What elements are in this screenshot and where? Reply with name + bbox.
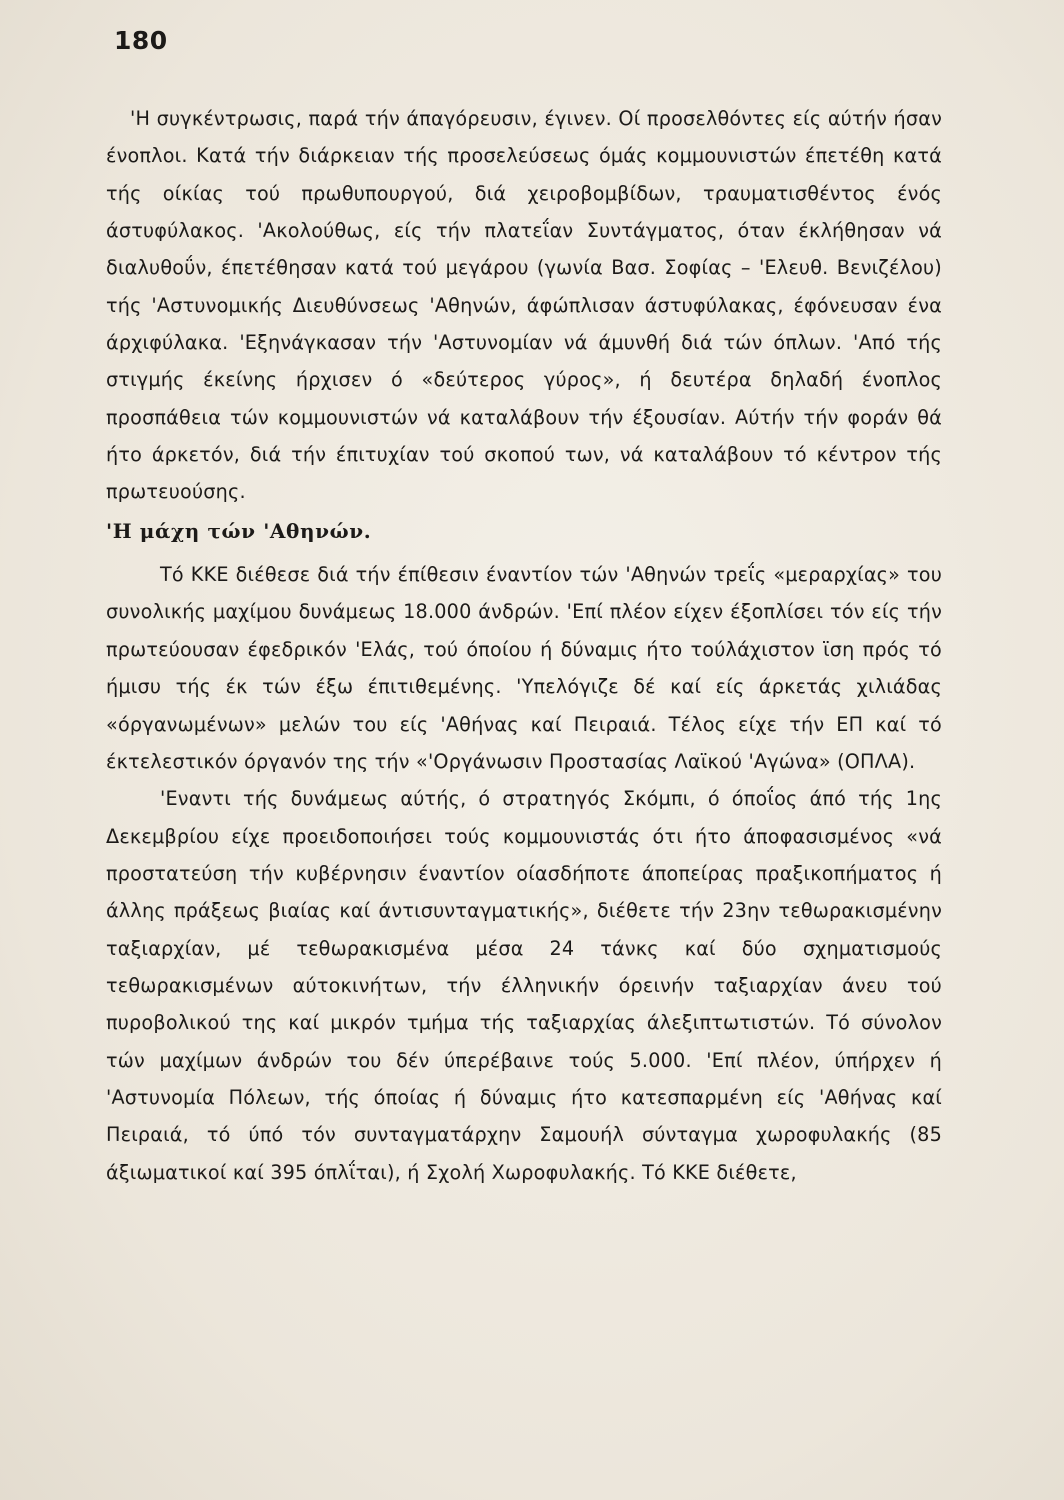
paragraph-scobie-forces: 'Εναντι τής δυνάμεως αύτής, ό στρατηγός Σκόμπι, ό όποΐος άπό τής 1ης Δεκεμβρίου είχε προειδοποιήσει τούς κομμουνιστάς ότι ήτο άποφασισμένος «νά προστατεύση τήν κυβέρνησιν έναντίον οίασδήποτε άποπείρας πραξικοπήματος ή άλλης πράξεως βιαίας καί άντισυνταγματικής», διέθετε τήν 23ην τεθωρακισμένην ταξιαρχίαν, μέ τεθωρακισμένα μέσα 24 τάνκς καί δύο σχηματισμούς τεθωρακισμένων αύτοκινήτων, τήν έλληνικήν όρεινήν ταξιαρχίαν άνευ τού πυροβολικού της καί μικρόν τμήμα τής ταξιαρχίας άλεξιπτωτιστών. Τό σύνολον τών μαχίμων άνδρών του δέν ύπερέβαινε τούς 5.000. 'Επί πλέον, ύπήρχεν ή 'Αστυνομία Πόλεων, τής όποίας ή δύναμις ήτο κατεσπαρμένη είς 'Αθήνας καί Πειραιά, τό ύπό τόν συνταγματάρχην Σαμουήλ σύνταγμα χωροφυλακής (85 άξιωματικοί καί 395 όπλΐται), ή Σχολή Χωροφυλακής. Τό ΚΚΕ διέθετε, bbox=[106, 787, 942, 1184]
paragraph-rally: 'Η συγκέντρωσις, παρά τήν άπαγόρευσιν, έγινεν. Οί προσελθόντες είς αύτήν ήσαν ένοπλοι. Κατά τήν διάρκειαν τής προσελεύσεως όμάς κομμουνιστών έπετέθη κατά τής οίκίας τού πρωθυπουργού, διά χειροβομβίδων, τραυματισθέντος ένός άστυφύλακος. 'Ακολούθως, είς τήν πλατεΐαν Συντάγματος, όταν έκλήθησαν νά διαλυθοΰν, έπετέθησαν κατά τού μεγάρου (γωνία Βασ. Σοφίας – 'Ελευθ. Βενιζέλου) τής 'Αστυνομικής Διευθύνσεως 'Αθηνών, άφώπλισαν άστυφύλακας, έφόνευσαν ένα άρχιφύλακα. 'Εξηνάγκασαν τήν 'Αστυνομίαν νά άμυνθή διά τών όπλων. 'Από τής στιγμής έκείνης ήρχισεν ό «δεύτερος γύρος», ή δευτέρα δηλαδή ένοπλος προσπάθεια τών κομμουνιστών νά καταλάβουν τήν έξουσίαν. Αύτήν τήν φοράν θά ήτο άρκετόν, διά τήν έπιτυχίαν τού σκοπού των, νά καταλάβουν τό κέντρον τής πρωτευούσης. bbox=[106, 107, 942, 504]
page-number: 180 bbox=[114, 26, 168, 55]
paragraph-kke-forces: Τό ΚΚΕ διέθεσε διά τήν έπίθεσιν έναντίον τών 'Αθηνών τρεΐς «μεραρχίας» του συνολικής μαχίμου δυνάμεως 18.000 άνδρών. 'Επί πλέον είχεν έξοπλίσει τόν είς τήν πρωτεύουσαν έφεδρικόν 'Ελάς, τού όποίου ή δύναμις ήτο τούλάχιστον ϊση πρός τό ήμισυ τής έκ τών έξω έπιτιθεμένης. 'Υπελόγιζε δέ καί είς άρκετάς χιλιάδας «όργανωμένων» μελών του είς 'Αθήνας καί Πειραιά. Τέλος είχε τήν ΕΠ καί τό έκτελεστικόν όργανόν της τήν «'Οργάνωσιν Προστασίας Λαϊκού 'Αγώνα» (ΟΠΛΑ). bbox=[106, 563, 942, 773]
page-text bbox=[106, 100, 942, 1191]
section-heading: 'Η μάχη τών 'Αθηνών. bbox=[106, 518, 372, 543]
